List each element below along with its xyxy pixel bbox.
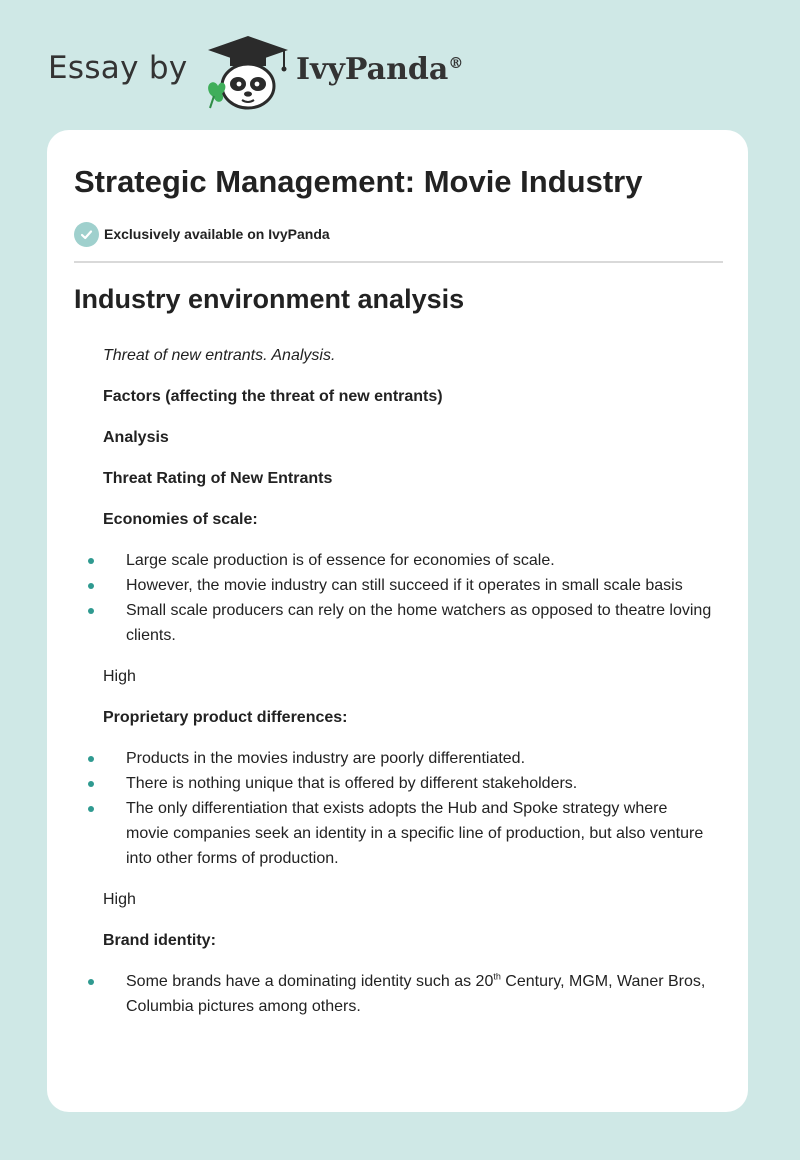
intro-caption: Threat of new entrants. Analysis. <box>103 347 336 364</box>
list-item: Products in the movies industry are poorly differentiated. <box>47 746 748 771</box>
essay-by-label: Essay by <box>48 50 188 86</box>
panda-graduate-icon <box>200 34 296 110</box>
badge-label: Exclusively available on IvyPanda <box>104 226 330 242</box>
list-item: There is nothing unique that is offered by different stakeholders. <box>47 771 748 796</box>
list-item: Some brands have a dominating identity such as 20th Century, MGM, Waner Bros, Columbia pictures among others. <box>47 969 748 1019</box>
essay-title: Strategic Management: Movie Industry <box>74 164 643 199</box>
factor-heading: Brand identity: <box>103 932 216 949</box>
divider <box>74 261 723 263</box>
column-header-rating: Threat Rating of New Entrants <box>103 470 333 487</box>
bullet-list <box>47 969 748 1019</box>
section-heading: Industry environment analysis <box>74 284 465 314</box>
threat-rating: High <box>103 668 136 685</box>
site-header <box>48 34 508 114</box>
factor-heading: Proprietary product differences: <box>103 709 348 726</box>
essay-body <box>47 343 748 1035</box>
bullet-list <box>47 746 748 871</box>
brand-logo-text[interactable]: IvyPanda® <box>296 52 464 87</box>
column-header-factors: Factors (affecting the threat of new entrants) <box>103 388 443 405</box>
list-item: The only differentiation that exists adopts the Hub and Spoke strategy where movie companies seek an identity in a specific line of production, but also venture into other forms of production. <box>47 796 748 871</box>
factor-heading: Economies of scale: <box>103 511 258 528</box>
threat-rating: High <box>103 891 136 908</box>
essay-card <box>47 130 748 1112</box>
bullet-list <box>47 548 748 648</box>
column-header-analysis: Analysis <box>103 429 169 446</box>
list-item: However, the movie industry can still succeed if it operates in small scale basis <box>47 573 748 598</box>
list-item: Large scale production is of essence for economies of scale. <box>47 548 748 573</box>
list-item: Small scale producers can rely on the home watchers as opposed to theatre loving clients. <box>47 598 748 648</box>
exclusive-badge <box>74 221 330 247</box>
checkmark-icon <box>74 222 99 247</box>
